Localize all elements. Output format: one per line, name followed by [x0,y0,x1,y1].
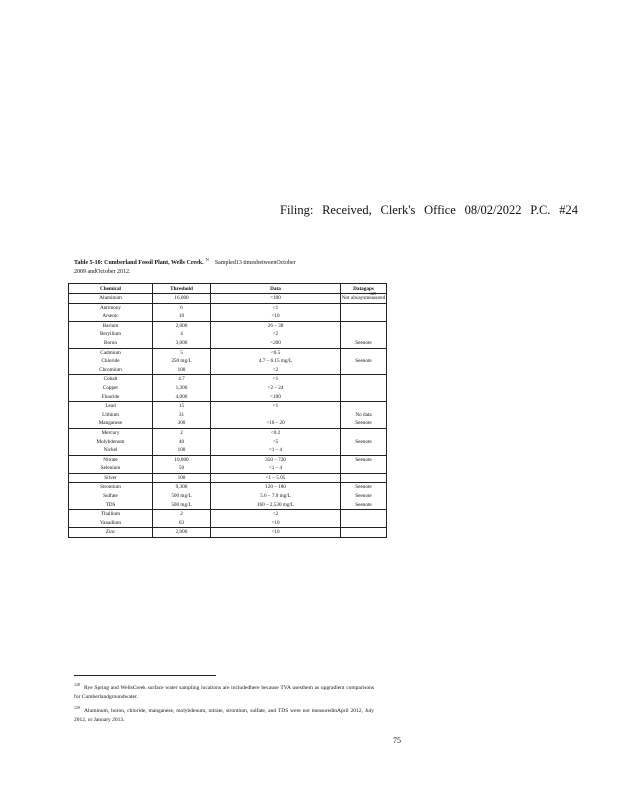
cell-datagaps: Seenote [341,492,387,501]
table-row-group [69,473,387,483]
cell-datagaps [341,446,387,455]
cell-datagaps [341,393,387,402]
cell-data: <1 [211,303,341,312]
cell-threshold: 2 [153,428,211,437]
cell-chemical: Fluoride [69,393,153,402]
cell-datagaps: Seenote [341,357,387,366]
cell-chemical: Zinc [69,528,153,538]
cell-threshold: 9,300 [153,483,211,492]
cell-data: <10 – 20 [211,419,341,428]
footnote-number: 129 [74,704,80,710]
cell-chemical: Thallium [69,510,153,519]
cell-datagaps [341,519,387,528]
header-datagaps: Datagaps [341,284,387,294]
header-pc: P.C. [530,203,551,217]
cell-threshold: 31 [153,411,211,420]
cell-data: 120 – 180 [211,483,341,492]
footnote-rule [74,675,216,676]
cell-threshold: 15 [153,402,211,411]
table-row [69,330,387,339]
cell-data: <10 [211,519,341,528]
cell-datagaps: Seenote [341,438,387,447]
cell-threshold: 10,000 [153,455,211,464]
cell-chemical: Aluminum [69,294,153,304]
cell-threshold: 3,000 [153,339,211,348]
cell-chemical: Nickel [69,446,153,455]
table-row [69,411,387,420]
header-data: Data [211,284,341,294]
cell-chemical: Strontium [69,483,153,492]
table-row [69,375,387,384]
table-row [69,393,387,402]
cell-chemical: Chromium [69,366,153,375]
table-row-group [69,303,387,321]
table-row [69,303,387,312]
cell-data: <100 [211,294,341,304]
footnote-text: Rye Spring and WellsCreek surface water sampling locations are includedhere because TVA usesthem as upgradient comparisons for Cumberlandgroundwater. [74,684,374,701]
cell-data: <2 [211,330,341,339]
cell-datagaps: Seenote [341,501,387,510]
header-chemical: Chemical [69,284,153,294]
cell-threshold: 2,000 [153,528,211,538]
cell-threshold: 4.7 [153,375,211,384]
cell-chemical: Selenium [69,464,153,473]
header-date: 08/02/2022 [464,203,522,217]
table-row-group [69,483,387,510]
cell-data: <2 [211,366,341,375]
table-row [69,419,387,428]
cell-data: <1 – 4 [211,446,341,455]
cell-datagaps [341,375,387,384]
cell-datagaps [341,366,387,375]
header-office: Office [424,203,456,217]
table-row-group [69,321,387,348]
table-row [69,357,387,366]
cell-datagaps: Seenote [341,419,387,428]
footnote-128 [74,680,374,703]
cell-chemical: TDS [69,501,153,510]
page-number: 75 [393,736,401,745]
cell-chemical: Mercury [69,428,153,437]
cell-threshold: 50 [153,464,211,473]
cell-datagaps [341,473,387,483]
table-row-group [69,375,387,402]
cell-datagaps [341,528,387,538]
table-row-group [69,528,387,538]
table-row [69,294,387,304]
cell-datagaps [341,428,387,437]
cell-threshold: 4,000 [153,393,211,402]
cell-datagaps [341,348,387,357]
cell-datagaps [341,312,387,321]
table-row-group [69,455,387,473]
cell-datagaps: Seenote [341,483,387,492]
cell-datagaps [341,321,387,330]
cell-chemical: Nitrate [69,455,153,464]
table-row-group [69,294,387,304]
cell-data: <10 [211,312,341,321]
table-row [69,473,387,483]
cell-threshold: 5 [153,348,211,357]
cell-chemical: Silver [69,473,153,483]
cell-data: <1 [211,402,341,411]
table-row [69,366,387,375]
caption-footnote-ref: N [205,257,209,262]
table-row [69,464,387,473]
cell-chemical: Vanadium [69,519,153,528]
table-caption [74,256,344,276]
cell-threshold: 16,000 [153,294,211,304]
table-row [69,519,387,528]
cell-datagaps [341,303,387,312]
cell-datagaps: Seenote [341,339,387,348]
table-row [69,528,387,538]
table-row [69,321,387,330]
cell-threshold: 100 [153,366,211,375]
cell-chemical: Boron [69,339,153,348]
cell-data: <1 – 4 [211,464,341,473]
cell-threshold: 10 [153,312,211,321]
table-row [69,455,387,464]
table-side-footnote-mark: 129 [370,291,376,296]
cell-data: <2 [211,510,341,519]
cell-chemical: Beryllium [69,330,153,339]
cell-threshold: 1,300 [153,384,211,393]
table-row-group [69,348,387,375]
cell-threshold: 40 [153,438,211,447]
cell-threshold: 100 [153,446,211,455]
cell-data: <10 [211,528,341,538]
header-number: #24 [559,203,578,217]
cell-threshold: 300 [153,419,211,428]
caption-text-line1: Sampled13 timesbetweenOctober [214,260,296,266]
cell-datagaps [341,384,387,393]
cell-datagaps [341,330,387,339]
cell-datagaps [341,510,387,519]
cell-data: <100 [211,393,341,402]
table-row-group [69,510,387,528]
footnote-text: Aluminum, boron, chloride, manganese, molybdenum, nitrate, strontium, sulfate, and TDS were not measuredinApril 2012, July 2012, or January 2013. [74,707,374,724]
cell-data [211,411,341,420]
header-filing: Filing: [280,203,314,217]
table-row [69,384,387,393]
cell-data: 26 – 38 [211,321,341,330]
cell-threshold: 100 [153,473,211,483]
cell-chemical: Chloride [69,357,153,366]
header-threshold: Threshold [153,284,211,294]
cell-data: <0.5 [211,348,341,357]
cell-threshold: 250 mg/L [153,357,211,366]
cell-data: 350 – 720 [211,455,341,464]
cell-datagaps [341,464,387,473]
cell-datagaps [341,402,387,411]
table-row [69,312,387,321]
cell-data: 4.7 – 6.15 mg/L [211,357,341,366]
table-row [69,438,387,447]
cell-threshold: 2 [153,510,211,519]
table-header-row [69,284,387,294]
cell-chemical: Manganese [69,419,153,428]
table-row [69,492,387,501]
footnotes [74,680,374,726]
cell-chemical: Cobalt [69,375,153,384]
cell-chemical: Lithium [69,411,153,420]
table-row [69,510,387,519]
cell-threshold: 500 mg/L [153,501,211,510]
cell-chemical: Barium [69,321,153,330]
table-row-group [69,402,387,429]
cell-data: <0.2 [211,428,341,437]
table-row [69,428,387,437]
cell-chemical: Lead [69,402,153,411]
header-clerks: Clerk's [380,203,416,217]
cell-datagaps: Not alwaysmeasured [341,294,387,304]
footnote-129 [74,703,374,726]
cell-chemical: Copper [69,384,153,393]
cell-threshold: 500 mg/L [153,492,211,501]
cell-data: <5 [211,438,341,447]
cell-threshold: 6 [153,303,211,312]
cell-threshold: 63 [153,519,211,528]
cell-data: <2 – 24 [211,384,341,393]
header-received: Received, [322,203,372,217]
cell-threshold: 4 [153,330,211,339]
cell-chemical: Sulfate [69,492,153,501]
cell-data: <200 [211,339,341,348]
cell-data: <1 – 5.05 [211,473,341,483]
cell-data: 160 – 2,530 mg/L [211,501,341,510]
table-row [69,501,387,510]
caption-text-line2: 2009 andOctober 2012. [74,268,131,275]
table-row [69,483,387,492]
table-row [69,348,387,357]
table-row-group [69,428,387,455]
cell-datagaps: No data [341,411,387,420]
filing-header [280,203,578,218]
chemical-data-table [68,283,387,538]
cell-threshold: 2,000 [153,321,211,330]
table-row [69,339,387,348]
cell-data: <1 [211,375,341,384]
table-row [69,446,387,455]
cell-chemical: Cadmium [69,348,153,357]
cell-chemical: Molybdenum [69,438,153,447]
table-row [69,402,387,411]
cell-chemical: Arsenic [69,312,153,321]
caption-label: Table 5-10: Cumberland Fossil Plant, Wells Creek. [74,260,204,266]
cell-data: 5.6 – 7.9 mg/L [211,492,341,501]
cell-datagaps: Seenote [341,455,387,464]
footnote-number: 128 [74,682,80,687]
cell-chemical: Antimony [69,303,153,312]
